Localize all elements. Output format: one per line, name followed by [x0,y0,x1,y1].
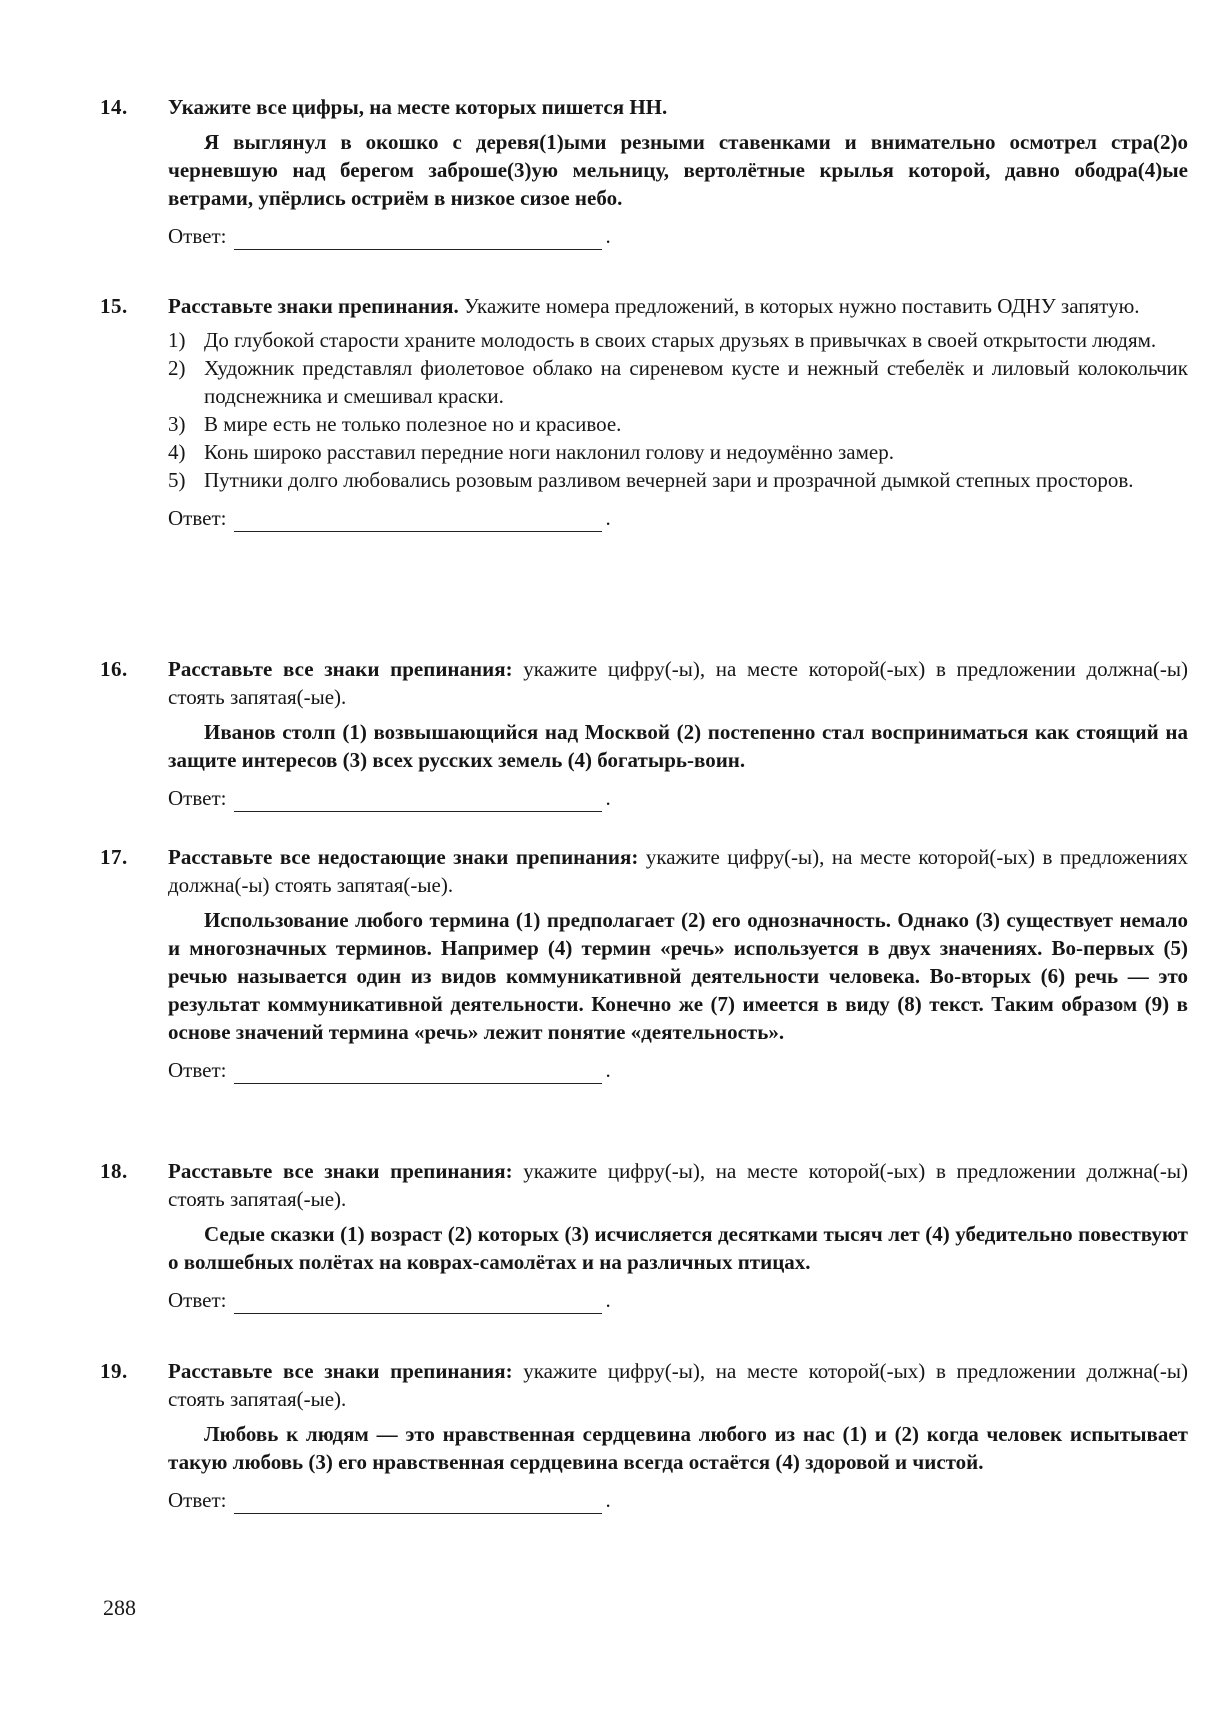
answer-end-dot: . [605,1488,611,1512]
answer-input-line[interactable] [234,789,602,812]
answer-label: Ответ: [168,786,227,810]
task-sentence: Седые сказки (1) возраст (2) которых (3) исчисляется десятками тысяч лет (4) убедительно повествуют о волшебных полётах на коврах-самолётах и на различных птицах. [168,1222,1188,1274]
task-prompt-rest: укажите цифру(-ы), на месте которой(-ых) в предложении должна(-ы) стоять запятая(-ые). [168,657,1188,709]
task-sentence: Я выглянул в окошко с деревя(1)ыми резными ставенками и внимательно осмотрел стра(2)о черневшую над берегом заброше(3)ую мельницу, вертолётные крылья которой, давно ободра(4)ые ветрами, упёрлись остриём в низкое сизое небо. [168,130,1188,210]
answer-input-line[interactable] [234,1491,602,1514]
answer-row [168,1486,1188,1514]
answer-label: Ответ: [168,224,227,248]
option-text: Путники долго любовались розовым разливом вечерней зари и прозрачной дымкой степных просторов. [204,468,1134,492]
task-16 [100,655,1190,812]
task-sentence: Использование любого термина (1) предполагает (2) его однозначность. Однако (3) существует немало и многозначных терминов. Например (4) термин «речь» используется в двух значениях. Во-первых (5) речью называется один из видов коммуникативной деятельности человека. Во-вторых (6) речь — это результат коммуникативной деятельности. Конечно же (7) имеется в виду (8) текст. Таким образом (9) в основе значений термина «речь» лежит понятие «деятельность». [168,908,1188,1044]
task-15 [100,292,1190,532]
task-prompt-rest: укажите цифру(-ы), на месте которой(-ых) в предложении должна(-ы) стоять запятая(-ые). [168,1359,1188,1411]
task-prompt [168,93,1188,121]
task-prompt-rest: укажите цифру(-ы), на месте которой(-ых) в предложениях должна(-ы) стоять запятая(-ые). [168,845,1188,897]
task-prompt-rest: Укажите номера предложений, в которых нужно поставить ОДНУ запятую. [458,294,1140,318]
option-text: В мире есть не только полезное но и красивое. [204,412,622,436]
option-text: Художник представлял фиолетовое облако на сиреневом кусте и нежный стебелёк и лиловый колокольчик подснежника и смешивал краски. [204,356,1188,408]
option-text: До глубокой старости храните молодость в своих старых друзьях в привычках в своей открытости людям. [204,328,1157,352]
answer-end-dot: . [605,1058,611,1082]
task-number: 14. [100,95,128,119]
option-item [168,438,1188,466]
answer-row [168,784,1188,812]
answer-input-line[interactable] [234,1291,602,1314]
task-number: 18. [100,1159,128,1183]
option-number: 1) [168,328,186,352]
option-item [168,410,1188,438]
answer-input-line[interactable] [234,227,602,250]
task-sentence: Любовь к людям — это нравственная сердцевина любого из нас (1) и (2) когда человек испытывает такую любовь (3) его нравственная сердцевина всегда остаётся (4) здоровой и чистой. [168,1422,1188,1474]
task-prompt-lead: Расставьте все знаки препинания: [168,657,513,681]
answer-label: Ответ: [168,1288,227,1312]
task-number: 17. [100,845,128,869]
task-17 [100,843,1190,1084]
task-prompt-lead: Расставьте знаки препинания. [168,294,459,318]
answer-input-line[interactable] [234,509,602,532]
task-number: 15. [100,294,128,318]
task-sentence: Иванов столп (1) возвышающийся над Москвой (2) постепенно стал восприниматься как стоящий на защите интересов (3) всех русских земель (4) богатырь-воин. [168,720,1188,772]
answer-label: Ответ: [168,506,227,530]
option-item [168,466,1188,494]
task-18 [100,1157,1190,1314]
task-prompt-lead: Расставьте все знаки препинания: [168,1159,513,1183]
option-number: 2) [168,356,186,380]
options-list [168,326,1188,494]
option-number: 4) [168,440,186,464]
task-number: 16. [100,657,128,681]
task-prompt [168,655,1188,711]
option-item [168,354,1188,410]
answer-end-dot: . [605,224,611,248]
answer-end-dot: . [605,1288,611,1312]
answer-row [168,504,1188,532]
answer-end-dot: . [605,786,611,810]
option-number: 3) [168,412,186,436]
task-prompt [168,1157,1188,1213]
answer-row [168,1056,1188,1084]
answer-row [168,1286,1188,1314]
task-prompt-lead: Укажите все цифры, на месте которых пишется НН. [168,95,668,119]
task-14 [100,93,1190,250]
task-prompt [168,292,1188,320]
task-number: 19. [100,1359,128,1383]
task-prompt-rest: укажите цифру(-ы), на месте которой(-ых) в предложении должна(-ы) стоять запятая(-ые). [168,1159,1188,1211]
option-text: Конь широко расставил передние ноги наклонил голову и недоумённо замер. [204,440,894,464]
answer-row [168,222,1188,250]
option-number: 5) [168,468,186,492]
answer-label: Ответ: [168,1058,227,1082]
answer-end-dot: . [605,506,611,530]
task-19 [100,1357,1190,1514]
task-prompt-lead: Расставьте все недостающие знаки препинания: [168,845,639,869]
task-prompt [168,1357,1188,1413]
option-item [168,326,1188,354]
task-prompt [168,843,1188,899]
page-number: 288 [103,1595,136,1620]
answer-label: Ответ: [168,1488,227,1512]
answer-input-line[interactable] [234,1061,602,1084]
task-prompt-lead: Расставьте все знаки препинания: [168,1359,513,1383]
